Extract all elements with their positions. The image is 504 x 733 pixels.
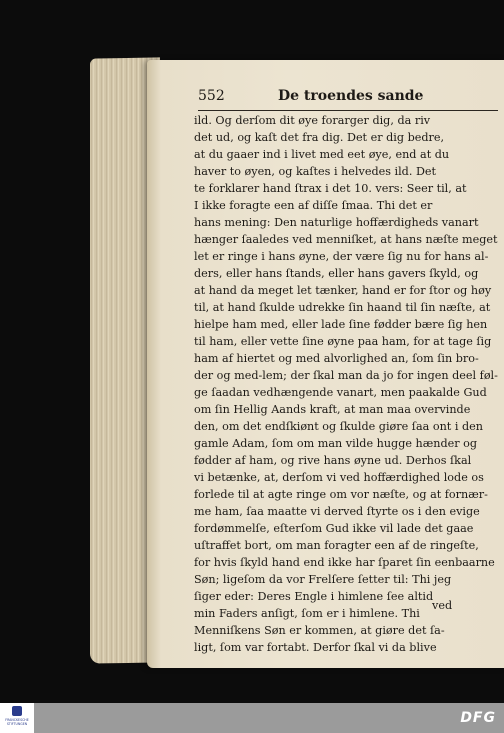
running-head: De troendes sande [278,88,424,104]
text-line: om ſin Hellig Aands kraft, at man maa overvinde [194,403,471,416]
text-line: ham af hiertet og med alvorlighed an, ſom ſin bro- [194,352,479,365]
text-line: hans mening: Den naturlige hoffærdigheds vanart [194,216,479,229]
text-line: Menniſkens Søn er kommen, at giøre det ſa- [194,624,445,637]
text-line: ge ſaadan vedhængende vanart, men paakalde Gud [194,386,487,399]
library-logo-icon [12,706,22,716]
body-text [194,112,504,656]
text-line: at hand da meget let tænker, hand er for ſtor og høy [194,284,492,297]
text-line: min Faders anſigt, ſom er i himlene. Thi [194,607,420,620]
text-line: for hvis ſkyld hand end ikke har ſparet ſin eenbaarne [194,556,495,569]
page-number: 552 [198,88,225,104]
catchword: ved [432,599,453,612]
text-line: ders, eller hans ſtands, eller hans gavers ſkyld, og [194,267,479,280]
text-line: hænger ſaaledes ved menniſket, at hans næſte meget [194,233,498,246]
text-line: let er ringe i hans øyne, der være ſig nu for hans al- [194,250,489,263]
text-line: fødder af ham, og rive hans øyne ud. Derhos ſkal [194,454,472,467]
text-line: haver to øyen, og kaſtes i helvedes ild. Det [194,165,437,178]
text-line: fordømmelſe, eſterſom Gud ikke vil lade det gaae [194,522,474,535]
text-line: forlede til at agte ringe om vor næſte, og at fornær- [194,488,488,501]
text-line: hielpe ham med, eller lade ſine fødder bære ſig hen [194,318,488,331]
dfg-logo[interactable]: DFG [460,710,496,726]
library-logo-text: FRANCKESCHE STIFTUNGEN [5,718,29,726]
text-line: me ham, ſaa maatte vi derved ſtyrte os i den evige [194,505,480,518]
text-line: ſiger eder: Deres Engle i himlene ſee altid [194,590,434,603]
text-line: vi betænke, at, derſom vi ved hoffærdighed lode os [194,471,484,484]
text-line: at du gaaer ind i livet med eet øye, end at du [194,148,450,161]
text-line: uſtraffet bort, om man foragter een af de ringeſte, [194,539,479,552]
text-line: det ud, og kaſt det fra dig. Det er dig bedre, [194,131,445,144]
text-line: ild. Og derſom dit øye forarger dig, da riv [194,114,431,127]
text-line: ligt, ſom var fortabt. Derfor ſkal vi da blive [194,641,437,654]
library-logo[interactable] [0,703,34,733]
text-line: der og med-lem; der ſkal man da jo for ingen deel føl- [194,369,498,382]
text-line: I ikke foragte een af diſſe ſmaa. Thi det er [194,199,433,212]
text-line: til ham, eller vette ſine øyne paa ham, for at tage ſig [194,335,492,348]
page-header [198,88,498,111]
text-line: til, at hand ſkulde udrekke ſin haand til ſin næſte, at [194,301,491,314]
text-line: te forklarer hand ſtrax i det 10. vers: Seer til, at [194,182,467,195]
text-line: den, om det endſkiønt og ſkulde giøre ſaa ont i den [194,420,483,433]
viewer-footer [0,703,504,733]
text-line: gamle Adam, ſom om man vilde hugge hænder og [194,437,478,450]
text-line: Søn; ligeſom da vor Frelſere ſetter til: Thi jeg [194,573,452,586]
